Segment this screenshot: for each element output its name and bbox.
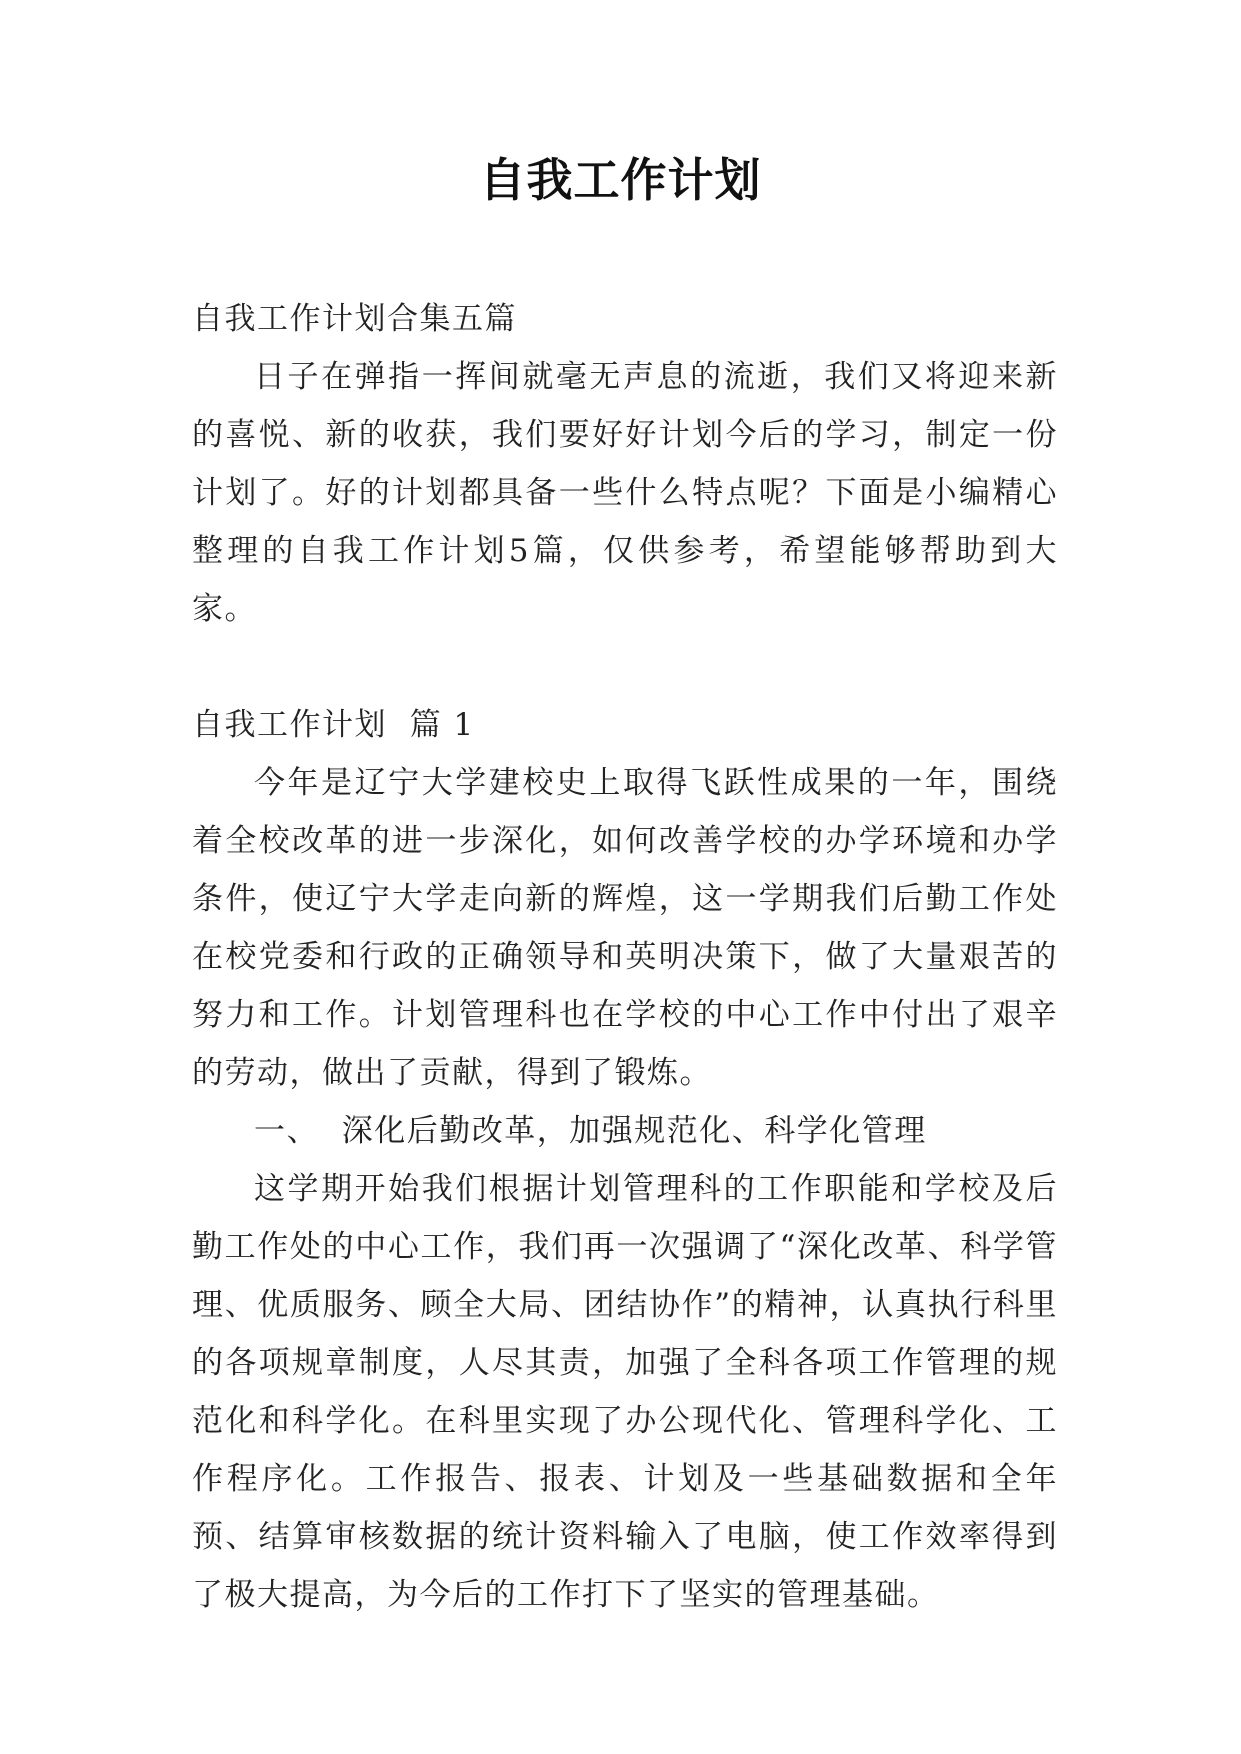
- intro-paragraph: 日子在弹指一挥间就毫无声息的流逝，我们又将迎来新的喜悦、新的收获，我们要好好计划今后的学习，制定一份计划了。好的计划都具备一些什么特点呢？下面是小编精心整理的自我工作计划5篇，仅供参考，希望能够帮助到大家。: [192, 359, 1058, 627]
- document-subtitle: 自我工作计划合集五篇: [192, 301, 517, 337]
- document-title: 自我工作计划: [479, 153, 762, 207]
- spacer: [192, 638, 1058, 696]
- body-paragraph-2: 这学期开始我们根据计划管理科的工作职能和学校及后勤工作处的中心工作，我们再一次强调了“深化改革、科学管理、优质服务、顾全大局、团结协作”的精神，认真执行科里的各项规章制度，人尽其责，加强了全科各项工作管理的规范化和科学化。在科里实现了办公现代化、管理科学化、工作程序化。工作报告、报表、计划及一些基础数据和全年预、结算审核数据的统计资料输入了电脑，使工作效率得到了极大提高，为今后的工作打下了坚实的管理基础。: [192, 1171, 1058, 1613]
- section-heading: 自我工作计划 篇 1: [192, 707, 475, 743]
- body-paragraph-1: 今年是辽宁大学建校史上取得飞跃性成果的一年，围绕着全校改革的进一步深化，如何改善学校的办学环境和办学条件，使辽宁大学走向新的辉煌，这一学期我们后勤工作处在校党委和行政的正确领导和英明决策下，做了大量艰苦的努力和工作。计划管理科也在学校的中心工作中付出了艰辛的劳动，做出了贡献，得到了锻炼。: [192, 765, 1058, 1091]
- document-body: [192, 290, 1058, 1624]
- point-heading-1: 一、 深化后勤改革，加强规范化、科学化管理: [254, 1113, 927, 1149]
